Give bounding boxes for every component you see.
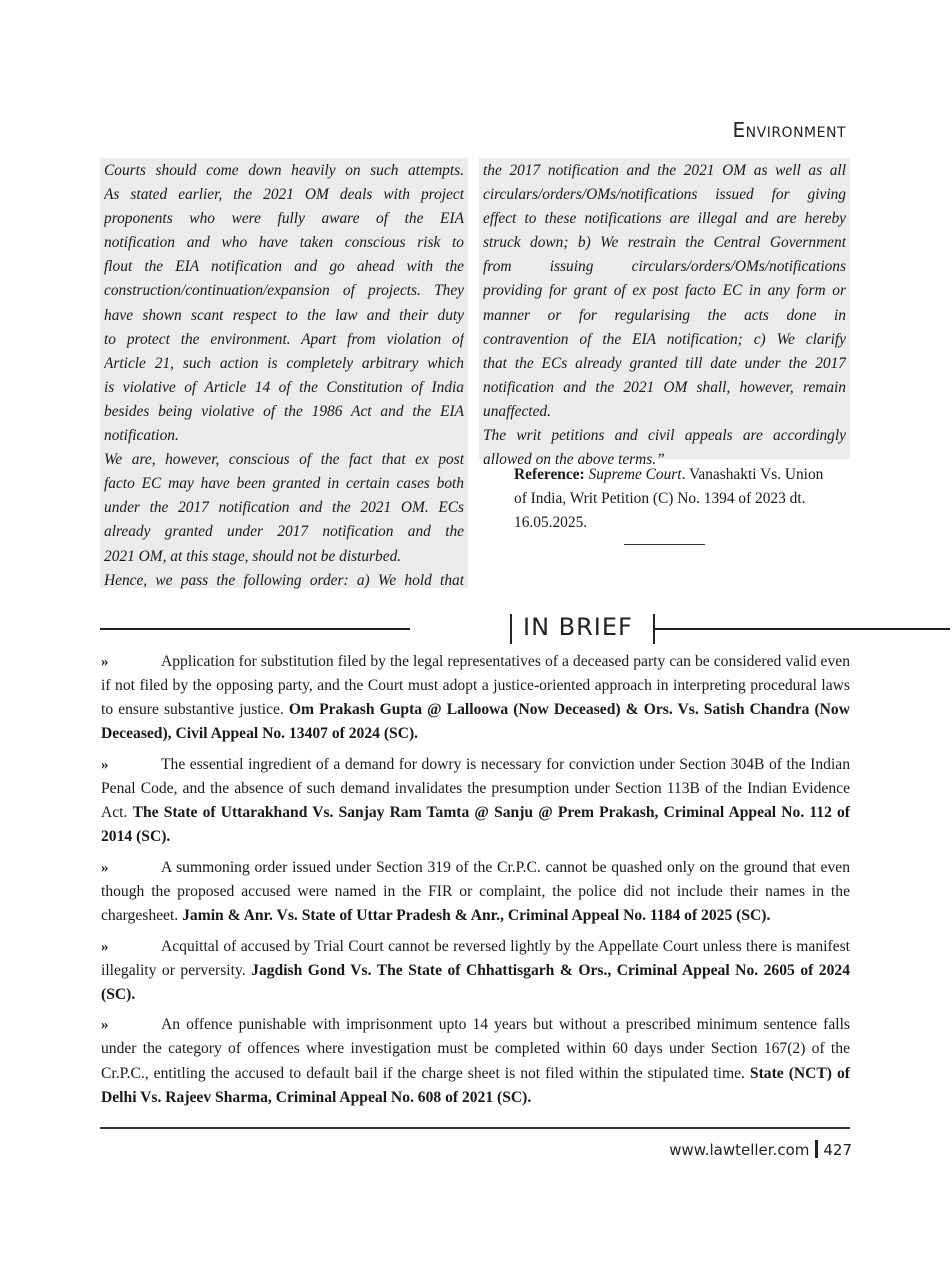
quote-line: allowed on the above terms.” [483,451,665,469]
brief-text: Application for substitution filed by the legal representatives of a deceased party can be considered valid even if not filed by the opposing party, and the Court must adopt a justice-oriented approach in interpreting procedural laws to ensure substantive justice. [101,653,850,719]
quote-line: contravention of the EIA notification; c) We clarify [483,330,846,348]
quote-line: The writ petitions and civil appeals are accordingly [483,427,846,445]
quote-line: already granted under 2017 notification and the [104,523,464,541]
quote-column-left [100,158,468,588]
brief-item [101,753,850,849]
quote-line: is violative of Article 14 of the Constitution of India [104,378,464,396]
quote-line: circulars/orders/OMs/notifications issued for giving [483,186,846,204]
footer [669,1140,852,1159]
quote-line: the 2017 notification and the 2021 OM as well as all [483,162,846,179]
brief-item [101,1013,850,1109]
page-number: 427 [823,1141,852,1159]
divider [624,544,705,545]
double-chevron-icon: » [101,938,105,955]
quote-line: Courts should come down heavily on such attempts. [104,162,464,179]
heading-bar-left [510,614,512,644]
quote-line: notification. [104,427,179,445]
in-brief-list [101,650,850,1116]
quote-line: As stated earlier, the 2021 OM deals with project [104,186,464,204]
double-chevron-icon: » [101,1017,105,1034]
brief-text: The essential ingredient of a demand for dowry is necessary for conviction under Section 304B of the Indian Penal Code, and the absence of such demand invalidates the presumption under Section 113B of the Indian Evidence Act. [101,755,850,822]
reference-text: . Vanashakti Vs. Union of India, Writ Petition (C) No. 1394 of 2023 dt. 16.05.2025. [514,466,824,531]
section-title: Environment [732,118,846,142]
quote-line: from issuing circulars/orders/OMs/notifications [483,258,846,276]
case-citation: The State of Uttarakhand Vs. Sanjay Ram Tamta @ Sanju @ Prem Prakash, Criminal Appeal No. 112 of 2014 (SC). [101,804,851,846]
double-chevron-icon: » [101,756,105,773]
case-citation: Om Prakash Gupta @ Lalloowa (Now Deceased) & Ors. Vs. Satish Chandra (Now Deceased), Civil Appeal No. 13407 of 2024 (SC). [101,701,850,743]
brief-item [101,935,850,1007]
quote-line: notification and who have taken conscious risk to [104,234,464,252]
brief-item [101,650,850,746]
reference-court: Supreme Court [588,466,682,483]
heading-rule-right [655,628,950,630]
quote-line: proponents who were fully aware of the EIA [104,210,464,228]
brief-text: Acquittal of accused by Trial Court cannot be reversed lightly by the Appellate Court unless there is manifest illegality or perversity. [101,937,850,979]
double-chevron-icon: » [101,859,105,876]
quote-line: construction/continuation/expansion of projects. They [104,282,464,300]
footer-rule [100,1127,850,1129]
quote-line: that the ECs already granted till date under the 2017 [483,354,846,372]
quote-line: Hence, we pass the following order: a) We hold that [104,571,464,589]
quote-line: notification and the 2021 OM shall, however, remain [483,378,846,396]
in-brief-heading [100,612,850,646]
brief-item [101,856,850,928]
quote-line: manner or for regularising the acts done in [483,306,846,324]
website-link[interactable]: www.lawteller.com [669,1141,810,1159]
brief-text: An offence punishable with imprisonment upto 14 years but without a prescribed minimum sentence falls under the category of offences where investigation must be completed within 60 days under Section 167(2) of the Cr.P.C., entitling the accused to default bail if the charge sheet is not filed within the stipulated time. [101,1016,850,1082]
double-chevron-icon: » [101,654,105,670]
case-citation: State (NCT) of Delhi Vs. Rajeev Sharma, Criminal Appeal No. 608 of 2021 (SC). [101,1064,850,1106]
quote-line: unaffected. [483,402,551,420]
in-brief-title: IN BRIEF [523,613,633,641]
quote-line: under the 2017 notification and the 2021 OM. ECs [104,499,464,517]
reference [514,463,834,535]
quote-line: to protect the environment. Apart from violation of [104,330,464,348]
quote-line: effect to these notifications are illegal and are hereby [483,210,846,228]
case-citation: Jamin & Anr. Vs. State of Uttar Pradesh & Anr., Criminal Appeal No. 1184 of 2025 (SC). [182,906,771,924]
heading-rule-left [100,628,410,630]
quote-line: besides being violative of the 1986 Act and the EIA [104,402,464,420]
quote-column-right [479,158,850,469]
reference-label: Reference: [514,466,585,483]
quote-line: providing for grant of ex post facto EC in any form or [483,282,846,300]
quote-line: 2021 OM, at this stage, should not be disturbed. [104,547,402,565]
quote-line: flout the EIA notification and go ahead with the [104,258,464,276]
quote-line: facto EC may have been granted in certain cases both [104,475,464,493]
case-citation: Jagdish Gond Vs. The State of Chhattisgarh & Ors., Criminal Appeal No. 2605 of 2024 (SC). [101,961,850,1003]
quote-line: have shown scant respect to the law and their duty [104,306,464,324]
quote-line: Article 21, such action is completely arbitrary which [104,354,464,372]
quote-line: We are, however, conscious of the fact that ex post [104,451,464,469]
footer-separator [815,1140,818,1158]
quote-line: struck down; b) We restrain the Central Government [483,234,846,252]
brief-text: A summoning order issued under Section 319 of the Cr.P.C. cannot be quashed only on the ground that even though the proposed accused were named in the FIR or complaint, the police did not include their names in the chargesheet. [101,858,850,924]
